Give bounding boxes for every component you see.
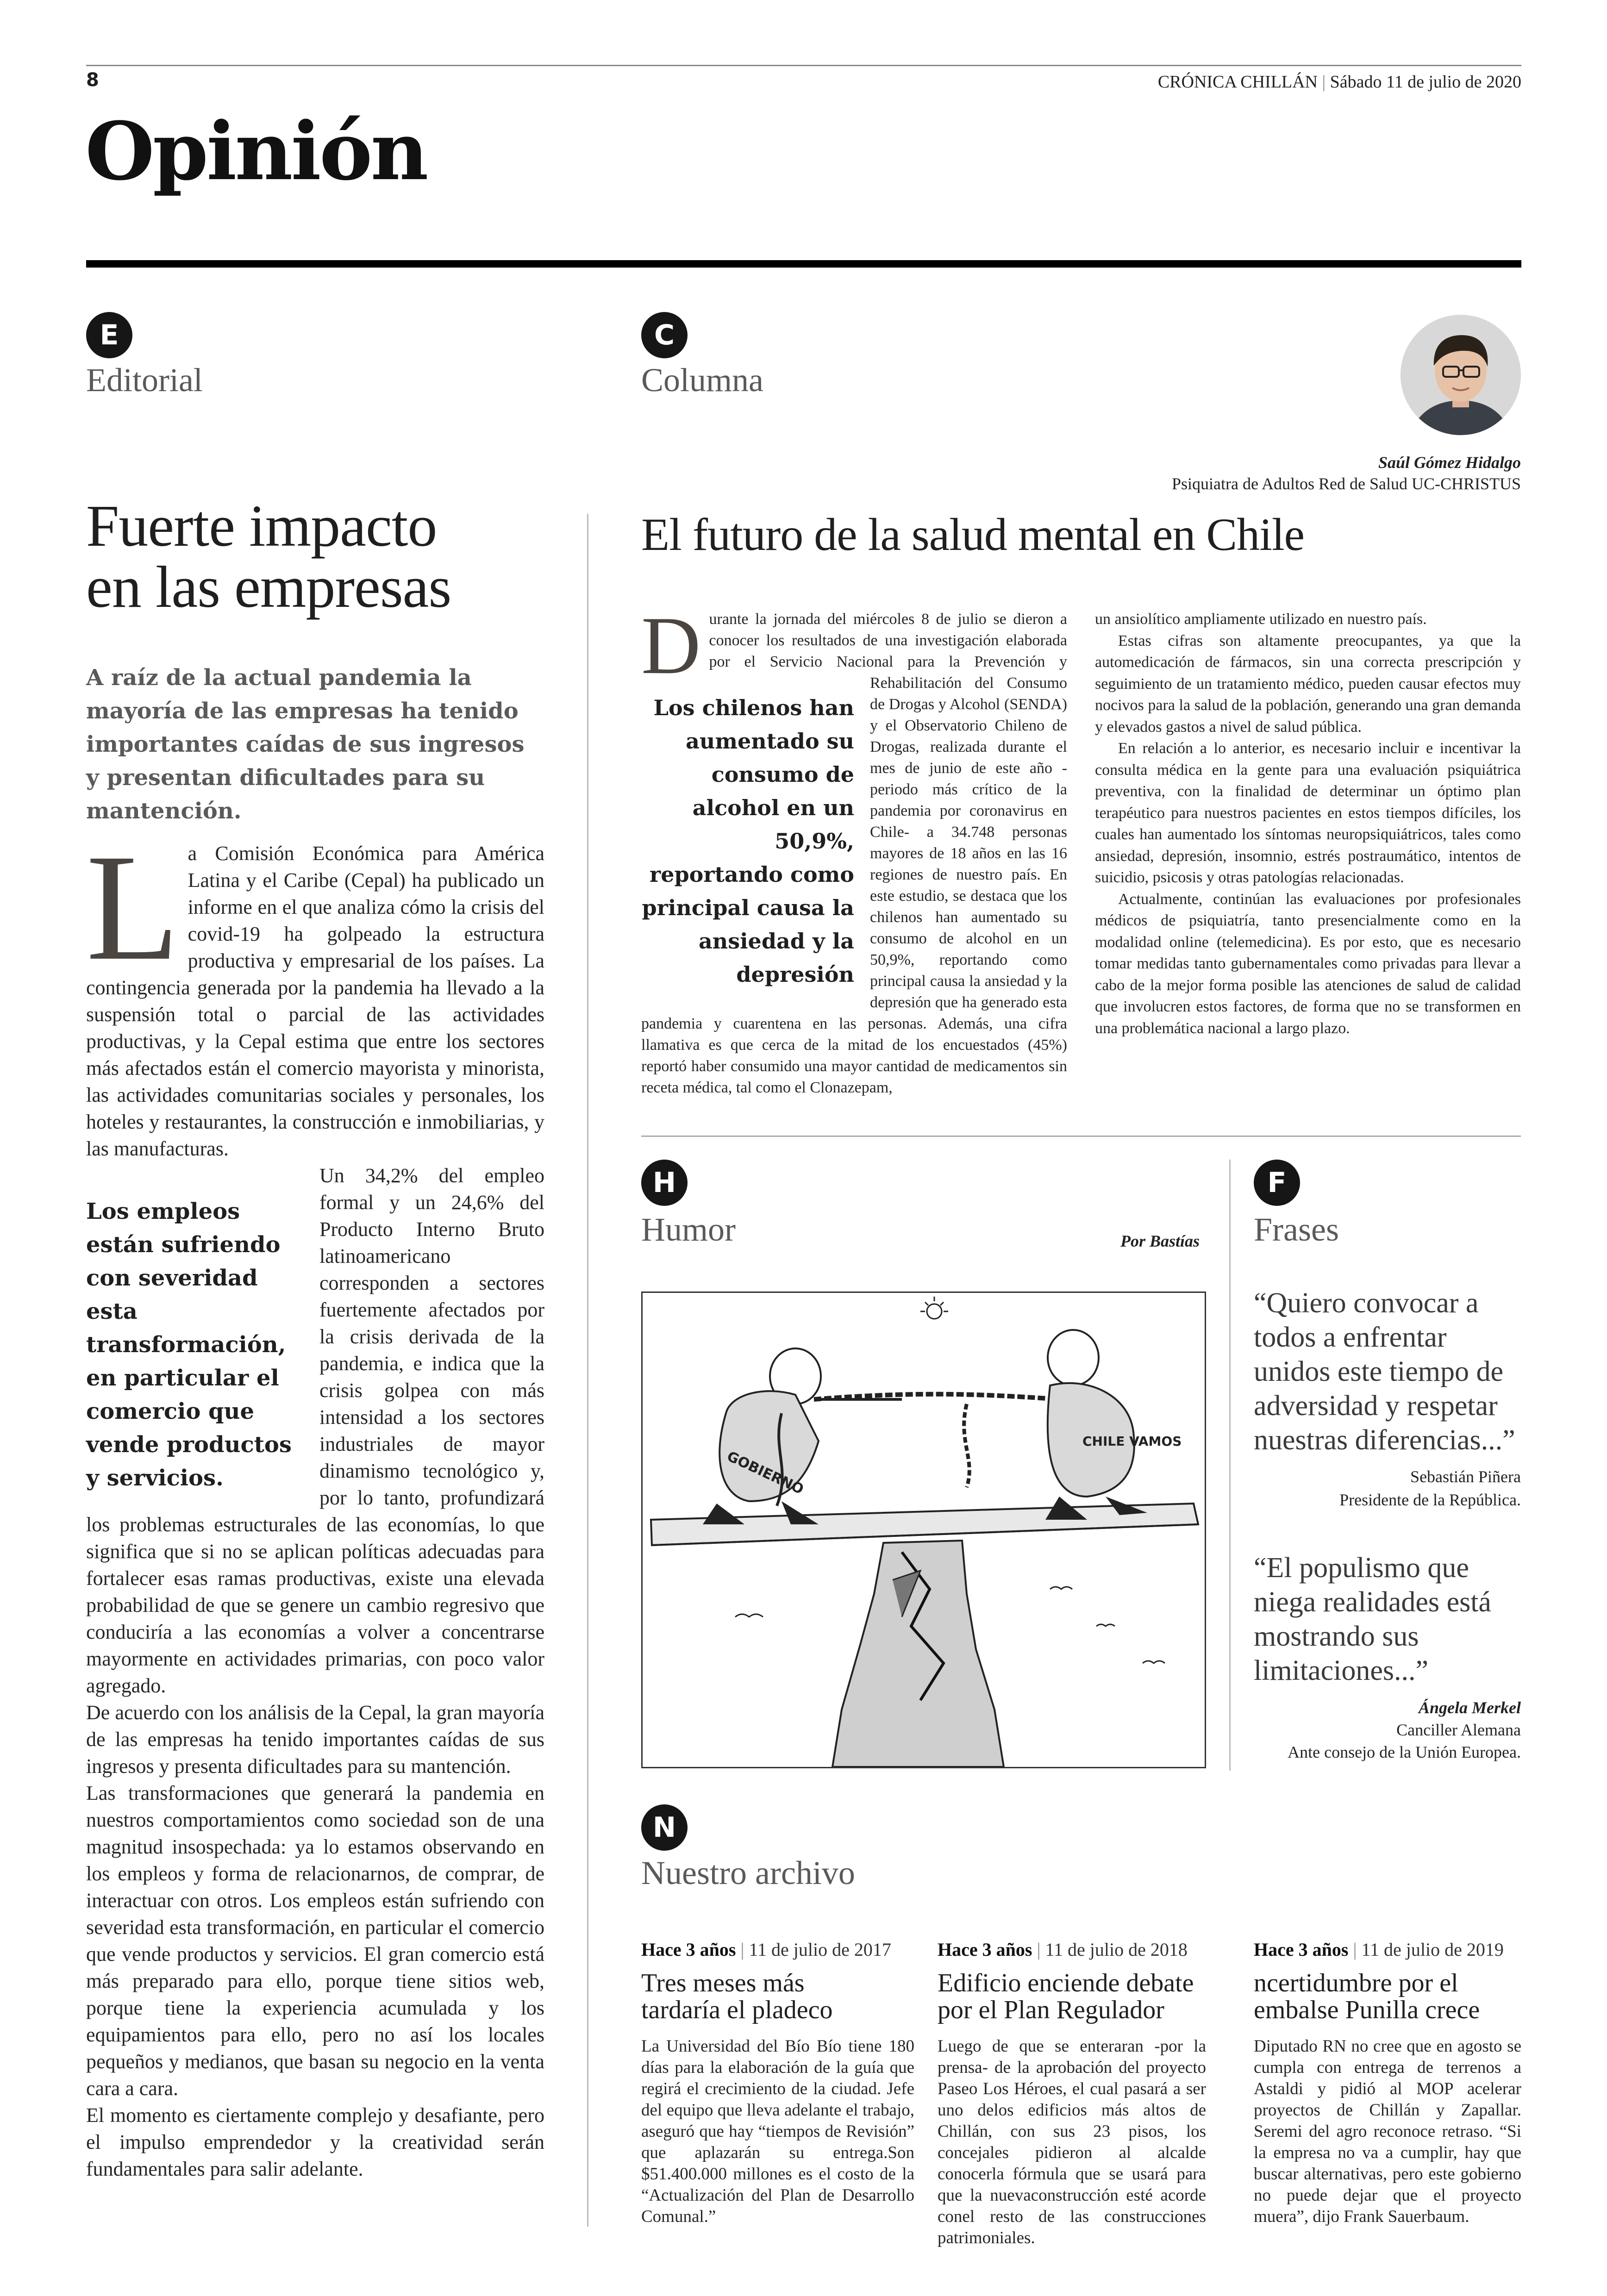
- editorial-headline-line1: Fuerte impacto: [86, 493, 437, 559]
- archivo-item-3-title: ncertidumbre por el embalse Punilla crece: [1254, 1969, 1480, 2024]
- archivo-item-1-title: Tres meses más tardaría el pladeco: [641, 1969, 833, 2024]
- cartoon-credit: Por Bastías: [1120, 1232, 1200, 1250]
- author-name: Saúl Gómez Hidalgo: [1378, 453, 1521, 472]
- archivo-item-3-body: Diputado RN no cree que en agosto se cumpla con entrega de terrenos a Astaldi y pidió al MOP acelerar proyectos de Chillán y Zapallar. Seremi del agro reconoce retraso. “Si la empresa no va a cumplir, hay que buscar alternativas, pero este gobierno no puede dejar que el proyecto muera”, dijo Frank Sauerbaum.: [1254, 2037, 1521, 2226]
- archivo-badge: N: [641, 1804, 688, 1851]
- column-headline: El futuro de la salud mental en Chile: [641, 509, 1305, 560]
- masthead-date: [1158, 72, 1521, 92]
- archivo-item-2-separator: |: [1037, 1939, 1045, 1960]
- humor-label: Humor: [641, 1211, 736, 1248]
- author-avatar: [1401, 315, 1521, 435]
- cartoon-left-label: GOBIERNO: [724, 1448, 807, 1498]
- archivo-item-3-ago: Hace 3 años: [1254, 1939, 1349, 1960]
- column-divider: [587, 514, 588, 2227]
- frases-quote-2: “El populismo que niega realidades está mostrando sus limitaciones...”: [1254, 1552, 1491, 1686]
- frases-quote-1-author: Sebastián Piñera: [1410, 1467, 1521, 1486]
- page-number: 8: [86, 69, 99, 91]
- column-pull-quote: Los chilenos han aumentado su consumo de alcohol en un 50,9%, reportando como principal causa la ansiedad y la depresión: [642, 695, 854, 987]
- column-badge: C: [641, 312, 688, 358]
- archivo-item-3-separator: |: [1353, 1939, 1362, 1960]
- column-col2-p3: En relación a lo anterior, es necesario incluir e incentivar la consulta médica en la gente para una evaluación psiquiátrica preventiva, con la finalidad de determinar un óptimo plan terapéutico para nuestros pacientes en estos tiempos difíciles, los cuales han aumentado los síntomas neuropsiquiátricos, tales como ansiedad, depresión, insomnio, estrés postraumático, intentos de suicidio, psicosis y otras patologías relacionadas.: [1095, 740, 1521, 886]
- column-col2-p1: un ansiolítico ampliamente utilizado en nuestro país.: [1095, 611, 1427, 628]
- frases-quote-2-author: Ángela Merkel: [1419, 1698, 1521, 1717]
- frases-quote-1-role: Presidente de la República.: [1339, 1491, 1521, 1509]
- editorial-headline-line2: en las empresas: [86, 554, 451, 620]
- editorial-dropcap: L: [86, 823, 180, 992]
- frases-quote-1-attribution: [1339, 1465, 1521, 1511]
- column-col1-text: urante la jornada del miércoles 8 de julio se dieron a conocer los resultados de una investigación elaborada por el Servicio Nacional para la Prevención y Rehabilitación del Consumo de Drogas y Alcohol (SENDA) y el Observatorio Chileno de Drogas, realizada durante el mes de junio de este año -periodo más crítico de la pandemia por coronavirus en Chile- a 34.748 personas mayores de 18 años en las 16 regiones de nuestro país. En este estudio, se destaca que los chilenos han aumentado su consumo de alcohol en un 50,9%, reportando como principal causa la ansiedad y la depresión que ha generado esta pandemia y cuarentena en las personas. Además, una cifra llamativa es que cerca de la mitad de los encuestados (45%) reportó haber consumido una mayor cantidad de medicamentos sin receta médica, tal como el Clonazepam,: [641, 611, 1067, 1096]
- column-col2-p4: Actualmente, continúan las evaluaciones por profesionales médicos de psiquiatría, tanto presencialmente como en la modalidad online (telemedicina). Es por esto, que es necesario tomar medidas tanto gubernamentales como privadas para llevar a cabo de la mejor forma posible las atenciones de salud de calidad que involucren estos factores, de forma que no se transformen en una problemática nacional a largo plazo.: [1095, 890, 1521, 1037]
- humor-cartoon: [641, 1292, 1206, 1768]
- frases-badge: F: [1254, 1160, 1300, 1206]
- editorial-paragraph-1: a Comisión Económica para América Latina y el Caribe (Cepal) ha publicado un informe en el que analiza cómo la crisis del covid-19 ha golpeado la estructura productiva y empresarial de los países. La contingencia generada por la pandemia ha llevado a la suspensión total o parcial de las actividades productivas, y la Cepal estima que entre los sectores más afectados están el comercio mayorista y minorista, las actividades comunitarias sociales y personales, los hoteles y restaurantes, la construcción e inmobiliarias, y las manufacturas.: [86, 842, 544, 1160]
- column-dropcap: D: [641, 599, 701, 691]
- top-rule: [86, 65, 1521, 66]
- author-portrait-icon: [1401, 315, 1521, 435]
- frases-quote-2-role: Canciller Alemana: [1396, 1721, 1521, 1739]
- frases-quote-1: “Quiero convocar a todos a enfrentar unidos este tiempo de adversidad y respetar nuestras diferencias...”: [1254, 1287, 1515, 1456]
- masthead-separator: |: [1322, 72, 1330, 92]
- archivo-item-2-meta: [938, 1939, 1188, 1960]
- column-bottom-rule: [641, 1136, 1521, 1137]
- editorial-pull-quote: Los empleos están sufriendo con severidad esta transformación, en particular el comercio que vende productos y servicios.: [86, 1198, 292, 1491]
- issue-date: Sábado 11 de julio de 2020: [1330, 72, 1521, 92]
- editorial-paragraph-3: De acuerdo con los análisis de la Cepal, la gran mayoría de las empresas ha tenido importantes caídas de sus ingresos y presenta dificultades para su mantención.: [86, 1701, 544, 1778]
- editorial-lede: A raíz de la actual pandemia la mayoría de las empresas ha tenido importantes caídas de sus ingresos y presentan dificultades para su mantención.: [86, 665, 525, 824]
- frases-quote-2-attribution: [1288, 1697, 1521, 1763]
- cartoon-right-label: CHILE VAMOS: [1082, 1434, 1182, 1449]
- editorial-paragraph-4: Las transformaciones que generará la pandemia en nuestros comportamientos como sociedad son de una magnitud insospechada: ya lo estamos observando en los empleos y forma de relacionarnos, de comprar, de interactuar con otros. Los empleos están sufriendo con severidad esta transformación, en particular el comercio que vende productos y servicios. El gran comercio está más preparado para ello, porque tiene sitios web, porque tiene la experiencia acumulada y los equipamientos para ello, pero no así los locales pequeños y medianos, que basan su negocio en la venta cara a cara.: [86, 1782, 544, 2100]
- section-rule: [86, 260, 1521, 268]
- publication-name: CRÓNICA CHILLÁN: [1157, 72, 1318, 92]
- editorial-label: Editorial: [86, 362, 203, 399]
- archivo-label: Nuestro archivo: [641, 1854, 855, 1891]
- archivo-item-1-date: 11 de julio de 2017: [749, 1939, 891, 1960]
- column-col2: [1095, 609, 1521, 1109]
- column-label: Columna: [641, 362, 763, 399]
- archivo-item-2-ago: Hace 3 años: [938, 1939, 1032, 1960]
- archivo-item-2-date: 11 de julio de 2018: [1045, 1939, 1188, 1960]
- archivo-item-3-date: 11 de julio de 2019: [1361, 1939, 1504, 1960]
- section-title: Opinión: [85, 104, 427, 198]
- archivo-item-1-body: La Universidad del Bío Bío tiene 180 días para la elaboración de la guía que regirá el crecimiento de la ciudad. Jefe del equipo que lleva adelante el trabajo, aseguró que hay “tiempos de Revisión” que aplazarán su entrega.Son $51.400.000 millones es el costo de la “Actualización del Plan de Desarrollo Comunal.”: [641, 2037, 914, 2226]
- column-col2-p2: Estas cifras son altamente preocupantes, ya que la automedicación de fármacos, sin una correcta prescripción y seguimiento de un tratamiento médico, pueden causar efectos muy nocivos para la salud de la población, generando una gran demanda y elevados gastos a nivel de salud pública.: [1095, 632, 1521, 736]
- archivo-item-1-separator: |: [740, 1939, 749, 1960]
- editorial-paragraph-2: Un 34,2% del empleo formal y un 24,6% del Producto Interno Bruto latinoamericano corresponden a sectores fuertemente afectados por la crisis derivada de la pandemia, e indica que la crisis golpea con más intensidad a los sectores industriales de mayor dinamismo tecnológico y, por lo tanto, profundizará los problemas estructurales de las economías, lo que significa que si no se aplican políticas adecuadas para fortalecer esas ramas productivas, existe una elevada probabilidad de que se genere un cambio regresivo que conduciría a las economías a volver a concentrarse mayormente en actividades primarias, con poco valor agregado.: [86, 1164, 544, 1697]
- archivo-item-2-body: Luego de que se enteraran -por la prensa- de la aprobación del proyecto Paseo Los Héroes, el cual pasará a ser uno delos edificios más altos de Chillán, con sus 23 pisos, los concejales pidieron al alcalde conocerla fórmula que se usará para que la nuevaconstrucción esté acorde conel resto de las construcciones patrimoniales.: [938, 2037, 1206, 2247]
- archivo-item-1-meta: [641, 1939, 891, 1960]
- archivo-item-3-meta: [1254, 1939, 1504, 1960]
- cartoon-illustration-icon: [643, 1293, 1205, 1767]
- editorial-body: [86, 823, 544, 2234]
- editorial-badge: E: [86, 312, 132, 358]
- author-title: Psiquiatra de Adultos Red de Salud UC-CHRISTUS: [1172, 474, 1521, 493]
- humor-badge: H: [641, 1160, 688, 1206]
- frases-label: Frases: [1254, 1211, 1339, 1248]
- archivo-item-1-ago: Hace 3 años: [641, 1939, 736, 1960]
- frases-divider: [1229, 1160, 1231, 1771]
- editorial-headline: [86, 495, 549, 618]
- editorial-paragraph-5: El momento es ciertamente complejo y desafiante, pero el impulso emprendedor y la creatividad serán fundamentales para salir adelante.: [86, 2104, 544, 2180]
- archivo-item-2-title: Edificio enciende debate por el Plan Regulador: [938, 1969, 1194, 2024]
- column-col1: [641, 599, 1067, 1113]
- frases-quote-2-context: Ante consejo de la Unión Europea.: [1288, 1743, 1521, 1761]
